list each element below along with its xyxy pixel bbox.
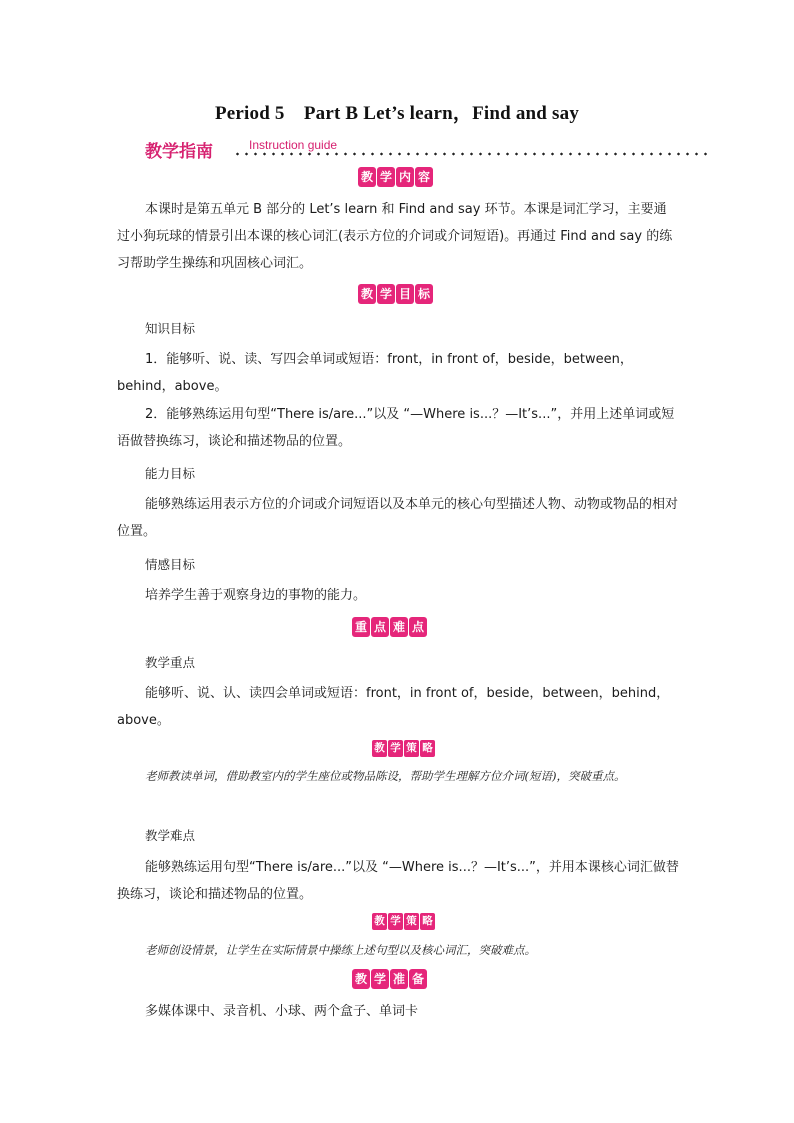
- knowledge-goal-2: 2．能够熟练运用句型“There is/are...”以及 “—Where is...？—It’s...”，并用上述单词或短语做替换练习，谈论和描述物品的位置。: [117, 407, 675, 449]
- badge-char: 策: [404, 913, 419, 930]
- emotion-goal-text: 培养学生善于观察身边的事物的能力。: [145, 588, 367, 603]
- emotion-goal-label: 情感目标: [145, 557, 196, 572]
- badge-key-difficult-points: [352, 617, 427, 639]
- badge-char: 容: [415, 167, 433, 187]
- key-point-label: 教学重点: [145, 655, 196, 670]
- badge-char: 目: [396, 284, 414, 304]
- difficulty-label: 教学难点: [145, 828, 196, 843]
- badge-char: 学: [371, 969, 389, 989]
- badge-teaching-content: [358, 167, 433, 189]
- badge-char: 内: [396, 167, 414, 187]
- badge-char: 点: [409, 617, 427, 637]
- badge-char: 重: [352, 617, 370, 637]
- badge-char: 难: [390, 617, 408, 637]
- badge-char: 备: [409, 969, 427, 989]
- strategy-1-text: 老师教读单词，借助教室内的学生座位或物品陈设，帮助学生理解方位介词(短语)，突破重点。: [145, 769, 626, 783]
- badge-teaching-strategy-1: [372, 740, 435, 762]
- badge-char: 教: [372, 740, 387, 757]
- badge-char: 教: [358, 284, 376, 304]
- guide-title-cn: 教学指南: [145, 142, 213, 162]
- content-paragraph: 本课时是第五单元 B 部分的 Let’s learn 和 Find and say 环节。本课是词汇学习，主要通过小狗玩球的情景引出本课的核心词汇(表示方位的介词或介词短语)。再通过 Find and say 的练习帮助学生操练和巩固核心词汇。: [117, 202, 673, 271]
- badge-char: 标: [415, 284, 433, 304]
- lesson-title: Period 5 Part B Let’s learn，Find and say: [214, 103, 580, 124]
- preparation-text: 多媒体课中、录音机、小球、两个盒子、单词卡: [145, 1004, 419, 1019]
- badge-char: 准: [390, 969, 408, 989]
- guide-title-en: Instruction guide: [249, 138, 338, 152]
- badge-teaching-goals: [358, 284, 433, 306]
- badge-char: 策: [404, 740, 419, 757]
- strategy-2-text: 老师创设情景，让学生在实际情景中操练上述句型以及核心词汇，突破难点。: [145, 943, 536, 957]
- knowledge-goal-label: 知识目标: [145, 321, 196, 336]
- badge-char: 点: [371, 617, 389, 637]
- badge-char: 略: [420, 740, 435, 757]
- badge-char: 教: [352, 969, 370, 989]
- badge-char: 教: [372, 913, 387, 930]
- badge-char: 学: [377, 284, 395, 304]
- badge-char: 学: [388, 740, 403, 757]
- badge-teaching-strategy-2: [372, 913, 435, 935]
- badge-char: 略: [420, 913, 435, 930]
- instruction-guide-header: [145, 134, 715, 164]
- ability-goal-label: 能力目标: [145, 466, 196, 481]
- badge-char: 教: [358, 167, 376, 187]
- ability-goal-text: 能够熟练运用表示方位的介词或介词短语以及本单元的核心句型描述人物、动物或物品的相对位置。: [117, 497, 679, 539]
- knowledge-goal-1: 1．能够听、说、读、写四会单词或短语：front，in front of，beside，between，behind，above。: [117, 352, 633, 394]
- difficulty-text: 能够熟练运用句型“There is/are...”以及 “—Where is...？—It’s...”，并用本课核心词汇做替换练习，谈论和描述物品的位置。: [117, 860, 679, 902]
- badge-char: 学: [388, 913, 403, 930]
- badge-teaching-preparation: [352, 969, 427, 991]
- dotted-divider: [233, 152, 711, 156]
- key-point-text: 能够听、说、认、读四会单词或短语：front，in front of，beside，between，behind，above。: [117, 686, 670, 728]
- badge-char: 学: [377, 167, 395, 187]
